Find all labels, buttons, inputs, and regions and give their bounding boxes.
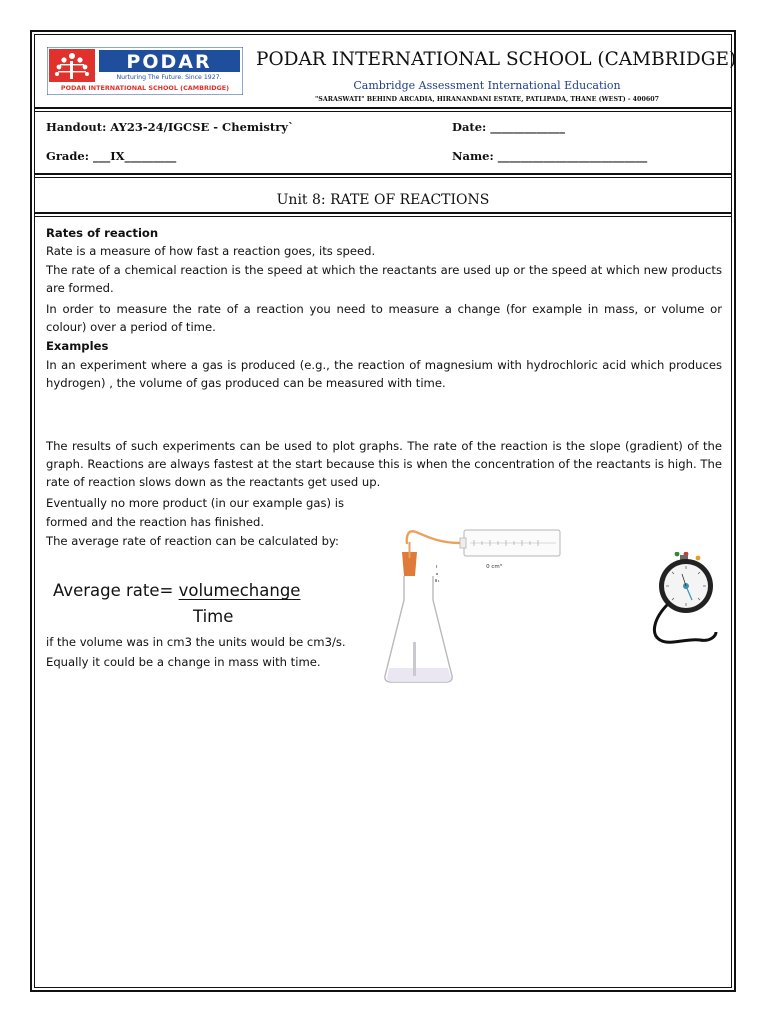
title-divider-thin [34, 216, 732, 217]
paragraph-graphs: The results of such experiments can be used to plot graphs. The rate of the reaction is the slope (gradient) of the graph. Reactions are always fastest at the start because this is when the concentration of the reactants is high. The rate of reaction slows down as the reactants get used up. [46, 439, 722, 489]
syringe-label: 0 cm³ [486, 564, 502, 570]
formula-denominator: Time [193, 607, 234, 626]
stopwatch-icon [646, 552, 722, 650]
paragraph-average-rate: The average rate of reaction can be calculated by: [46, 534, 339, 548]
school-name: PODAR INTERNATIONAL SCHOOL (CAMBRIDGE) [256, 49, 737, 70]
rates-heading: Rates of reaction [46, 226, 159, 240]
paragraph-mass-change: Equally it could be a change in mass with time. [46, 655, 321, 669]
paragraph-chemical-rate: The rate of a chemical reaction is the speed at which the reactants are used up or the speed at which new products are formed. [46, 263, 722, 295]
fields-divider [34, 173, 732, 175]
paragraph-reaction-finished: formed and the reaction has finished. [46, 515, 265, 529]
grade-field: Grade: ___IX_________ [46, 149, 177, 163]
school-logo [47, 47, 243, 95]
conical-flask-icon [385, 576, 452, 682]
gas-syringe-apparatus-illustration [378, 518, 564, 686]
formula-numerator: volumechange [178, 581, 301, 600]
examples-heading: Examples [46, 339, 109, 353]
logo-tagline: Nurturing The Future. Since 1927. [116, 74, 222, 81]
paragraph-rate-definition: Rate is a measure of how fast a reaction goes, its speed. [46, 244, 376, 258]
unit-title: Unit 8: RATE OF REACTIONS [276, 192, 490, 208]
header-divider [34, 107, 732, 109]
formula-lhs: Average rate= [53, 581, 179, 600]
name-field: Name: __________________________ [452, 149, 648, 163]
formula-numerator-line [53, 581, 300, 600]
header-divider-thin [34, 111, 732, 112]
paragraph-example-gas: In an experiment where a gas is produced (e.g., the reaction of magnesium with hydrochloric acid which produces hydrogen) , the volume of gas produced can be measured with time. [46, 358, 722, 390]
fields-divider-thin [34, 177, 732, 178]
paragraph-units: if the volume was in cm3 the units would be cm3/s. [46, 635, 346, 649]
logo-subtitle: PODAR INTERNATIONAL SCHOOL (CAMBRIDGE) [60, 84, 230, 92]
magnesium-strip [413, 642, 416, 676]
handout-field: Handout: AY23-24/IGCSE - Chemistry` [46, 120, 294, 134]
gas-syringe-icon [460, 530, 560, 556]
school-address: "SARASWATI" BEHIND ARCADIA, HIRANANDANI ESTATE, PATLIPADA, THANE (WEST) - 400607 [315, 96, 659, 103]
affiliation: Cambridge Assessment International Education [353, 79, 621, 92]
title-divider [34, 212, 732, 214]
date-field: Date: _____________ [452, 120, 566, 134]
delivery-tube [407, 531, 460, 544]
paragraph-no-more-product: Eventually no more product (in our example gas) is [46, 496, 345, 510]
paragraph-measure-rate: In order to measure the rate of a reaction you need to measure a change (for example in mass, or volume or colour) over a period of time. [46, 302, 722, 334]
flask-liquid [387, 668, 451, 682]
logo-word: PODAR [126, 51, 212, 73]
